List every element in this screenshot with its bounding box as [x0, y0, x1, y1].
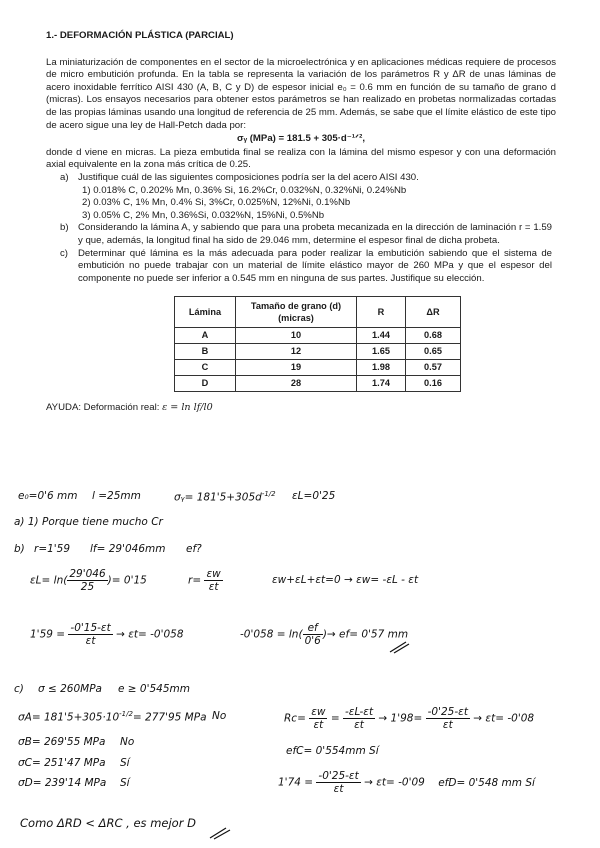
option-2: 2) 0.03% C, 1% Mn, 0.4% Si, 3%Cr, 0.025%N, 12%Ni, 0.1%Nb — [82, 197, 351, 209]
lhs: 1'74 = — [278, 776, 314, 789]
table-header-row — [175, 297, 461, 328]
numerator: -εL-εt — [344, 706, 374, 718]
conclusion: Como ΔRD < ΔRC , es mejor D — [20, 816, 196, 830]
fraction — [426, 706, 470, 731]
table-cell: 1.98 — [357, 360, 406, 376]
table-cell: B — [175, 344, 236, 360]
table-cell: 12 — [236, 344, 357, 360]
table-cell: 0.68 — [406, 328, 461, 344]
question-label: b) — [60, 222, 69, 234]
fraction — [316, 770, 360, 795]
b-solve-et — [30, 622, 184, 647]
result: efD= 0'548 mm Sí — [438, 776, 535, 789]
given-e0: e₀=0'6 mm — [18, 490, 78, 502]
hall-petch-formula: σᵧ (MPa) = 181.5 + 305·d⁻¹ᐟ², — [237, 133, 365, 145]
lhs: εL= ln — [30, 574, 64, 587]
c-rc-equation — [284, 706, 534, 731]
fraction — [204, 568, 222, 593]
denominator: εt — [208, 581, 219, 593]
lhs: -0'058 = ln — [240, 628, 299, 641]
after-formula-paragraph: donde d viene en micras. La pieza embutida final se realiza con la lámina del mismo espesor y con una deformación axial equivalente en la zona más crítica de 0.25. — [46, 146, 556, 171]
table-cell: D — [175, 376, 236, 392]
exponent: -1/2 — [119, 710, 133, 718]
grain-size-table — [174, 296, 461, 392]
numerator: ef — [303, 622, 323, 635]
rhs: → εt= -0'08 — [473, 712, 535, 725]
table-row — [175, 376, 461, 392]
option-3: 3) 0.05% C, 2% Mn, 0.36%Si, 0.032%N, 15%Ni, 0.5%Nb — [82, 209, 325, 221]
table-cell: C — [175, 360, 236, 376]
fraction — [309, 706, 327, 731]
b-r-definition — [188, 568, 223, 593]
rhs: → εt= -0'058 — [116, 628, 184, 641]
yield-exponent: -1/2 — [261, 490, 276, 498]
b-label: b) — [14, 543, 25, 555]
yield-law: σᵧ= 181'5+305d — [174, 491, 262, 504]
exam-statement — [46, 30, 556, 415]
c-cond-stress: σ ≤ 260MPa — [38, 683, 102, 695]
denominator: εt — [442, 719, 453, 731]
rhs: → ef= 0'57 mm — [326, 628, 409, 641]
question-label: a) — [60, 171, 69, 183]
table-header: ΔR — [406, 297, 461, 328]
given-strain: εL=0'25 — [292, 490, 336, 502]
table-cell: A — [175, 328, 236, 344]
table-row — [175, 360, 461, 376]
b-lf: lf= 29'046mm — [90, 543, 166, 555]
c-sigma-b-result: No — [120, 736, 135, 748]
fraction — [303, 622, 323, 647]
numerator: 29'046 — [69, 568, 106, 580]
c-sigma-b: σB= 269'55 MPa — [18, 736, 106, 748]
numerator: -0'15-εt — [70, 622, 111, 634]
help-formula: ε = ln lf/l0 — [162, 402, 213, 414]
table-header: Tamaño de grano (d) (micras) — [236, 297, 357, 328]
c-sigma-c: σC= 251'47 MPa — [18, 757, 106, 769]
help-note — [46, 402, 556, 415]
denominator: εt — [354, 719, 364, 731]
question-b — [46, 222, 556, 247]
table-cell: 1.74 — [357, 376, 406, 392]
c-cond-thickness: e ≥ 0'545mm — [118, 683, 190, 695]
fraction — [343, 706, 375, 731]
table-cell: 0.57 — [406, 360, 461, 376]
fraction — [67, 568, 107, 593]
answer-a: a) 1) Porque tiene mucho Cr — [14, 516, 163, 528]
underline-marks — [388, 640, 410, 654]
question-list — [46, 172, 556, 285]
denominator: εt — [333, 783, 344, 795]
denominator: 0'6 — [304, 635, 321, 647]
expr: σA= 181'5+305·10 — [18, 711, 120, 724]
denominator: εt — [85, 635, 96, 647]
denominator: 25 — [80, 581, 95, 593]
c-efc: efC= 0'554mm Sí — [286, 745, 379, 757]
c-sigma-d-result: Sí — [120, 777, 130, 789]
c-label: c) — [14, 683, 24, 695]
table-cell: 0.16 — [406, 376, 461, 392]
c-sigma-a — [18, 710, 207, 724]
b-volume-constancy: εw+εL+εt=0 → εw= -εL - εt — [272, 574, 419, 586]
table-cell: 10 — [236, 328, 357, 344]
lhs: 1'59 = — [30, 628, 66, 641]
question-c — [46, 248, 556, 286]
numerator: -0'25-εt — [318, 770, 359, 782]
c-rd-equation — [278, 770, 535, 795]
fraction — [68, 622, 112, 647]
mid: → 1'98= — [378, 712, 423, 725]
b-ef: ef? — [186, 543, 202, 555]
question-a — [46, 172, 556, 185]
problem-title: 1.- DEFORMACIÓN PLÁSTICA (PARCIAL) — [46, 30, 234, 41]
table-cell: 1.44 — [357, 328, 406, 344]
lhs: r= — [188, 574, 202, 587]
table-header: R — [357, 297, 406, 328]
given-length: l =25mm — [92, 490, 141, 502]
option-1: 1) 0.018% C, 0.202% Mn, 0.36% Si, 16.2%Cr, 0.032%N, 0.32%Ni, 0.24%Nb — [82, 184, 407, 196]
table-row — [175, 344, 461, 360]
table-cell: 1.65 — [357, 344, 406, 360]
lhs: Rc= — [284, 712, 306, 725]
rhs: → εt= -0'09 — [364, 776, 425, 789]
table-cell: 0.65 — [406, 344, 461, 360]
b-true-strain: εL= ln( $\frac{29'046}{25}$ )= 0'15 — [30, 568, 147, 593]
rhs: = 0'15 — [111, 574, 147, 587]
intro-paragraph: La miniaturización de componentes en el sector de la microelectrónica y en aplicaciones médicas requiere de procesos de micro embutición profunda. En la tabla se representa la variación de los parámetros R y ΔR de unas láminas de acero inoxidable ferrítico AISI 430 (A, B, C y D) de espesor inicial e₀ = 0.6 mm en función de su tamaño de grano d (micras). Los ensayos necesarios para obtener estos parámetros se han realizado en probetas normalizadas cortadas de las propias láminas usando una longitud de referencia de 25 mm. Además, se sabe que el límite elástico de este tipo de acero sigue una ley de Hall-Petch dada por: — [46, 56, 556, 131]
denominator: εt — [313, 719, 324, 731]
question-text: Considerando la lámina A, y sabiendo que para una probeta mecanizada en la dirección de laminación r = 1.59 y que, además, la longitud final ha sido de 29.046 mm, determine el espesor final de dicha probeta. — [78, 222, 552, 246]
c-sigma-d: σD= 239'14 MPa — [18, 777, 107, 789]
conclusion-underline-marks — [208, 826, 232, 840]
b-r: r=1'59 — [34, 543, 71, 555]
numerator: εw — [206, 568, 221, 580]
equals: = — [330, 712, 340, 725]
question-text: Justifique cuál de las siguientes composiciones podría ser la del acero AISI 430. — [78, 171, 419, 183]
question-label: c) — [60, 247, 68, 259]
help-label: AYUDA: Deformación real: — [46, 402, 160, 414]
b-solve-ef: -0'058 = ln( $\frac{ef}{0'6}$ )→ ef= 0'57 mm — [240, 622, 409, 647]
table-cell: 28 — [236, 376, 357, 392]
value: = 277'95 MPa — [132, 711, 207, 724]
c-sigma-c-result: Sí — [120, 757, 130, 769]
table-cell: 19 — [236, 360, 357, 376]
given-yield — [174, 490, 276, 504]
question-text: Determinar qué lámina es la más adecuada para poder realizar la embutición sabiendo que el sistema de embutición no puede trabajar con un material de límite elástico mayor de 260 MPa y que el espesor del componente no puede ser inferior a 0.545 mm en ninguna de sus partes. Justifique su elección. — [78, 247, 552, 284]
table-header: Lámina — [175, 297, 236, 328]
table-row — [175, 328, 461, 344]
numerator: εw — [311, 706, 326, 718]
numerator: -0'25-εt — [427, 706, 468, 718]
c-sigma-a-result: No — [212, 710, 227, 722]
